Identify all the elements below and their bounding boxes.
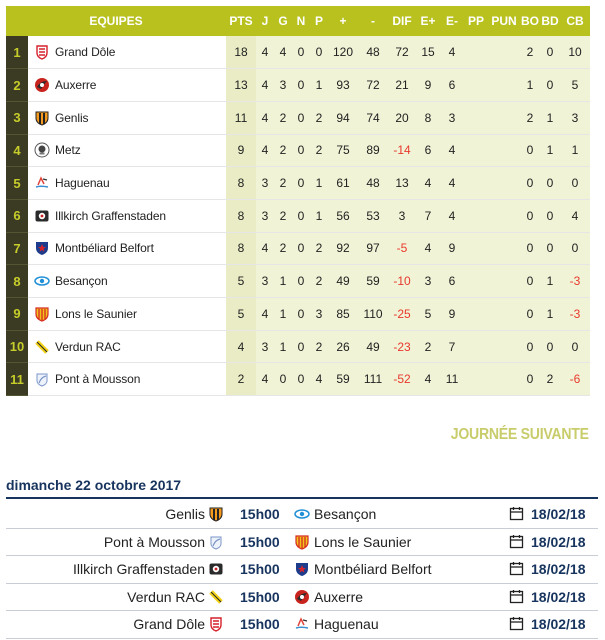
team-cell [28, 330, 226, 363]
stat-cb: -3 [560, 298, 590, 331]
auxerre-logo [34, 77, 50, 93]
pont-a-mousson-logo [34, 371, 50, 387]
stat-bo: 0 [520, 232, 540, 265]
header-dif: DIF [388, 6, 416, 36]
stat-pts: 5 [226, 265, 256, 298]
team-name: Pont à Mousson [55, 372, 141, 387]
stat-eplus: 3 [416, 265, 440, 298]
stat-p: 2 [310, 134, 328, 167]
stat-eplus: 2 [416, 330, 440, 363]
stat-p: 3 [310, 298, 328, 331]
stat-n: 0 [292, 69, 310, 102]
match-time: 15h00 [240, 561, 280, 577]
stat-p: 2 [310, 265, 328, 298]
fixture-date: 18/02/18 [531, 506, 586, 522]
stat-p: 1 [310, 199, 328, 232]
stat-dif: -25 [388, 298, 416, 331]
table-row [6, 363, 590, 396]
home-team: Genlis [165, 506, 205, 522]
stat-g: 2 [274, 101, 292, 134]
stat-bo: 0 [520, 199, 540, 232]
calendar-icon[interactable] [509, 589, 524, 604]
home-team: Pont à Mousson [103, 533, 205, 550]
stat-eplus: 7 [416, 199, 440, 232]
stat-cb: 0 [560, 232, 590, 265]
fixture-row[interactable] [6, 556, 598, 584]
montbeliard-logo [34, 240, 50, 256]
stat-bd: 2 [540, 363, 560, 396]
stat-bd: 0 [540, 167, 560, 200]
team-name: Auxerre [55, 78, 97, 93]
stat-g: 1 [274, 330, 292, 363]
header-bo: BO [520, 6, 540, 36]
pont-a-mousson-logo [208, 534, 224, 550]
stat-dif: -23 [388, 330, 416, 363]
header-bd: BD [540, 6, 560, 36]
stat-bd: 0 [540, 69, 560, 102]
stat-pts: 8 [226, 199, 256, 232]
besancon-logo [34, 273, 50, 289]
stat-p: 4 [310, 363, 328, 396]
calendar-icon[interactable] [509, 534, 524, 549]
stat-pp [464, 36, 488, 69]
stat-j: 4 [256, 101, 274, 134]
stat-bd: 0 [540, 199, 560, 232]
stat-n: 0 [292, 232, 310, 265]
rank-cell: 6 [6, 199, 28, 232]
besancon-logo [294, 506, 310, 522]
stat-eminus: 4 [440, 167, 464, 200]
stat-pp [464, 101, 488, 134]
stat-plus: 93 [328, 69, 358, 102]
stat-j: 4 [256, 36, 274, 69]
header-pp: PP [464, 6, 488, 36]
stat-cb: -6 [560, 363, 590, 396]
table-row [6, 298, 590, 331]
stat-g: 3 [274, 69, 292, 102]
stat-eplus: 15 [416, 36, 440, 69]
haguenau-logo [34, 175, 50, 191]
stat-dif: 21 [388, 69, 416, 102]
table-header-row [6, 6, 590, 36]
stat-p: 2 [310, 101, 328, 134]
fixture-date: 18/02/18 [531, 533, 586, 550]
stat-n: 0 [292, 199, 310, 232]
stat-p: 2 [310, 330, 328, 363]
team-name: Haguenau [55, 176, 110, 191]
rank-cell: 5 [6, 167, 28, 200]
stat-minus: 72 [358, 69, 388, 102]
standings-body [6, 36, 590, 396]
stat-minus: 111 [358, 363, 388, 396]
stat-pun [488, 167, 520, 200]
stat-bo: 0 [520, 298, 540, 331]
stat-cb: 10 [560, 36, 590, 69]
stat-g: 2 [274, 199, 292, 232]
table-row [6, 265, 590, 298]
stat-eplus: 8 [416, 101, 440, 134]
stat-eminus: 3 [440, 101, 464, 134]
stat-n: 0 [292, 134, 310, 167]
stat-plus: 56 [328, 199, 358, 232]
stat-bo: 2 [520, 101, 540, 134]
next-round-title: JOURNÉE SUIVANTE [451, 426, 589, 443]
team-cell [28, 167, 226, 200]
stat-g: 1 [274, 265, 292, 298]
stat-pun [488, 330, 520, 363]
illkirch-logo [34, 208, 50, 224]
away-team: Besançon [314, 506, 377, 522]
stat-pp [464, 265, 488, 298]
stat-minus: 53 [358, 199, 388, 232]
stat-eminus: 9 [440, 232, 464, 265]
stat-pun [488, 298, 520, 331]
stat-j: 4 [256, 298, 274, 331]
team-name: Besançon [55, 274, 108, 289]
stat-plus: 92 [328, 232, 358, 265]
team-name: Metz [55, 143, 81, 158]
calendar-icon[interactable] [509, 616, 524, 631]
stat-pts: 2 [226, 363, 256, 396]
stat-dif: -52 [388, 363, 416, 396]
stat-pun [488, 363, 520, 396]
grand-dole-logo [208, 616, 224, 632]
fixture-date: 18/02/18 [531, 561, 586, 577]
stat-dif: -14 [388, 134, 416, 167]
metz-logo [34, 142, 50, 158]
stat-bo: 0 [520, 167, 540, 200]
team-cell [28, 199, 226, 232]
stat-dif: 72 [388, 36, 416, 69]
away-team: Lons le Saunier [314, 533, 412, 550]
stat-bd: 1 [540, 101, 560, 134]
stat-g: 2 [274, 232, 292, 265]
table-row [6, 232, 590, 265]
team-cell [28, 232, 226, 265]
team-name: Verdun RAC [55, 339, 121, 354]
stat-p: 1 [310, 167, 328, 200]
stat-g: 0 [274, 363, 292, 396]
stat-bd: 0 [540, 36, 560, 69]
stat-cb: 4 [560, 199, 590, 232]
table-row [6, 36, 590, 69]
team-cell [28, 298, 226, 331]
stat-n: 0 [292, 265, 310, 298]
stat-pun [488, 134, 520, 167]
stat-bo: 0 [520, 363, 540, 396]
header-n: N [292, 6, 310, 36]
lons-logo [34, 306, 50, 322]
fixtures-list [6, 501, 598, 639]
stat-eplus: 9 [416, 69, 440, 102]
rank-cell: 4 [6, 134, 28, 167]
round-date-heading: dimanche 22 octobre 2017 [6, 477, 598, 499]
header-cb: CB [560, 6, 590, 36]
stat-bo: 0 [520, 134, 540, 167]
stat-bd: 0 [540, 232, 560, 265]
stat-pts: 18 [226, 36, 256, 69]
stat-cb: 3 [560, 101, 590, 134]
table-row [6, 69, 590, 102]
stat-pun [488, 101, 520, 134]
stat-bd: 0 [540, 330, 560, 363]
stat-cb: 0 [560, 330, 590, 363]
calendar-icon[interactable] [509, 561, 524, 576]
stat-minus: 48 [358, 36, 388, 69]
stat-dif: -10 [388, 265, 416, 298]
stat-eminus: 4 [440, 36, 464, 69]
stat-eplus: 4 [416, 167, 440, 200]
stat-plus: 94 [328, 101, 358, 134]
match-time: 15h00 [240, 533, 280, 550]
stat-pp [464, 167, 488, 200]
fixture-row[interactable] [6, 501, 598, 529]
table-row [6, 330, 590, 363]
stat-pp [464, 330, 488, 363]
stat-plus: 49 [328, 265, 358, 298]
match-time: 15h00 [240, 506, 280, 522]
away-team: Montbéliard Belfort [314, 561, 432, 577]
stat-pp [464, 69, 488, 102]
fixture-date: 18/02/18 [531, 616, 586, 632]
stat-bd: 1 [540, 298, 560, 331]
stat-dif: 3 [388, 199, 416, 232]
stat-n: 0 [292, 363, 310, 396]
fixture-row[interactable] [6, 529, 598, 557]
away-team: Auxerre [314, 588, 364, 605]
stat-dif: 13 [388, 167, 416, 200]
stat-cb: 5 [560, 69, 590, 102]
stat-n: 0 [292, 36, 310, 69]
stat-pp [464, 232, 488, 265]
stat-n: 0 [292, 298, 310, 331]
rank-cell: 7 [6, 232, 28, 265]
home-team: Illkirch Graffenstaden [72, 561, 205, 577]
stat-eplus: 4 [416, 232, 440, 265]
stat-eminus: 4 [440, 134, 464, 167]
stat-eminus: 6 [440, 265, 464, 298]
stat-j: 4 [256, 232, 274, 265]
stat-p: 1 [310, 69, 328, 102]
standings-table [6, 6, 590, 396]
stat-g: 1 [274, 298, 292, 331]
header-eminus: E- [440, 6, 464, 36]
stat-pun [488, 265, 520, 298]
stat-minus: 110 [358, 298, 388, 331]
stat-bo: 0 [520, 265, 540, 298]
stat-n: 0 [292, 101, 310, 134]
rank-cell: 3 [6, 101, 28, 134]
stat-minus: 59 [358, 265, 388, 298]
stat-g: 4 [274, 36, 292, 69]
stat-eplus: 4 [416, 363, 440, 396]
home-team: Grand Dôle [133, 616, 205, 632]
rank-cell: 8 [6, 265, 28, 298]
header-equipes: EQUIPES [6, 6, 226, 36]
stat-pts: 11 [226, 101, 256, 134]
stat-j: 4 [256, 134, 274, 167]
stat-pts: 4 [226, 330, 256, 363]
stat-plus: 59 [328, 363, 358, 396]
match-time: 15h00 [240, 616, 280, 632]
team-name: Grand Dôle [55, 45, 116, 60]
stat-g: 2 [274, 134, 292, 167]
home-team: Verdun RAC [127, 588, 205, 605]
stat-eminus: 6 [440, 69, 464, 102]
stat-pp [464, 298, 488, 331]
rank-cell: 2 [6, 69, 28, 102]
stat-bo: 2 [520, 36, 540, 69]
stat-j: 3 [256, 265, 274, 298]
stat-j: 3 [256, 199, 274, 232]
stat-minus: 97 [358, 232, 388, 265]
stat-j: 4 [256, 363, 274, 396]
stat-plus: 61 [328, 167, 358, 200]
stat-pun [488, 199, 520, 232]
stat-pts: 8 [226, 167, 256, 200]
stat-pp [464, 134, 488, 167]
stat-dif: -5 [388, 232, 416, 265]
grand-dole-logo [34, 44, 50, 60]
stat-minus: 74 [358, 101, 388, 134]
stat-plus: 75 [328, 134, 358, 167]
stat-bd: 1 [540, 265, 560, 298]
team-name: Lons le Saunier [55, 306, 137, 321]
header-j: J [256, 6, 274, 36]
stat-plus: 120 [328, 36, 358, 69]
stat-minus: 49 [358, 330, 388, 363]
fixture-row[interactable] [6, 584, 598, 612]
header-eplus: E+ [416, 6, 440, 36]
team-cell [28, 265, 226, 298]
header-p: P [310, 6, 328, 36]
table-row [6, 199, 590, 232]
team-cell [28, 36, 226, 69]
stat-cb: 0 [560, 167, 590, 200]
stat-eminus: 9 [440, 298, 464, 331]
stat-j: 3 [256, 167, 274, 200]
team-cell [28, 69, 226, 102]
stat-pp [464, 199, 488, 232]
stat-g: 2 [274, 167, 292, 200]
stat-pp [464, 363, 488, 396]
rank-cell: 10 [6, 330, 28, 363]
verdun-logo [208, 589, 224, 605]
stat-eminus: 11 [440, 363, 464, 396]
stat-j: 4 [256, 69, 274, 102]
stat-plus: 26 [328, 330, 358, 363]
stat-pts: 13 [226, 69, 256, 102]
table-row [6, 134, 590, 167]
stat-pts: 9 [226, 134, 256, 167]
stat-dif: 20 [388, 101, 416, 134]
stat-minus: 89 [358, 134, 388, 167]
stat-plus: 85 [328, 298, 358, 331]
stat-n: 0 [292, 167, 310, 200]
table-row [6, 167, 590, 200]
header-minus: - [358, 6, 388, 36]
stat-bo: 1 [520, 69, 540, 102]
team-cell [28, 363, 226, 396]
stat-minus: 48 [358, 167, 388, 200]
haguenau-logo [294, 616, 310, 632]
away-team: Haguenau [314, 616, 379, 632]
stat-bo: 0 [520, 330, 540, 363]
genlis-logo [34, 110, 50, 126]
header-pts: PTS [226, 6, 256, 36]
rank-cell: 9 [6, 298, 28, 331]
montbeliard-logo [294, 561, 310, 577]
stat-pts: 8 [226, 232, 256, 265]
stat-eplus: 5 [416, 298, 440, 331]
stat-p: 2 [310, 232, 328, 265]
stat-cb: -3 [560, 265, 590, 298]
stat-eminus: 7 [440, 330, 464, 363]
team-name: Illkirch Graffenstaden [55, 208, 166, 223]
fixture-row[interactable] [6, 611, 598, 639]
team-cell [28, 134, 226, 167]
stat-pts: 5 [226, 298, 256, 331]
stat-n: 0 [292, 330, 310, 363]
team-name: Montbéliard Belfort [55, 241, 154, 256]
header-g: G [274, 6, 292, 36]
header-pun: PUN [488, 6, 520, 36]
stat-j: 3 [256, 330, 274, 363]
calendar-icon[interactable] [509, 506, 524, 521]
verdun-logo [34, 339, 50, 355]
lons-logo [294, 534, 310, 550]
table-row [6, 101, 590, 134]
stat-p: 0 [310, 36, 328, 69]
auxerre-logo [294, 589, 310, 605]
team-name: Genlis [55, 110, 89, 125]
rank-cell: 1 [6, 36, 28, 69]
stat-pun [488, 36, 520, 69]
team-cell [28, 101, 226, 134]
header-plus: + [328, 6, 358, 36]
stat-cb: 1 [560, 134, 590, 167]
fixture-date: 18/02/18 [531, 588, 586, 605]
illkirch-logo [208, 561, 224, 577]
stat-pun [488, 232, 520, 265]
stat-bd: 1 [540, 134, 560, 167]
match-time: 15h00 [240, 588, 280, 605]
genlis-logo [208, 506, 224, 522]
stat-eplus: 6 [416, 134, 440, 167]
stat-eminus: 4 [440, 199, 464, 232]
stat-pun [488, 69, 520, 102]
rank-cell: 11 [6, 363, 28, 396]
